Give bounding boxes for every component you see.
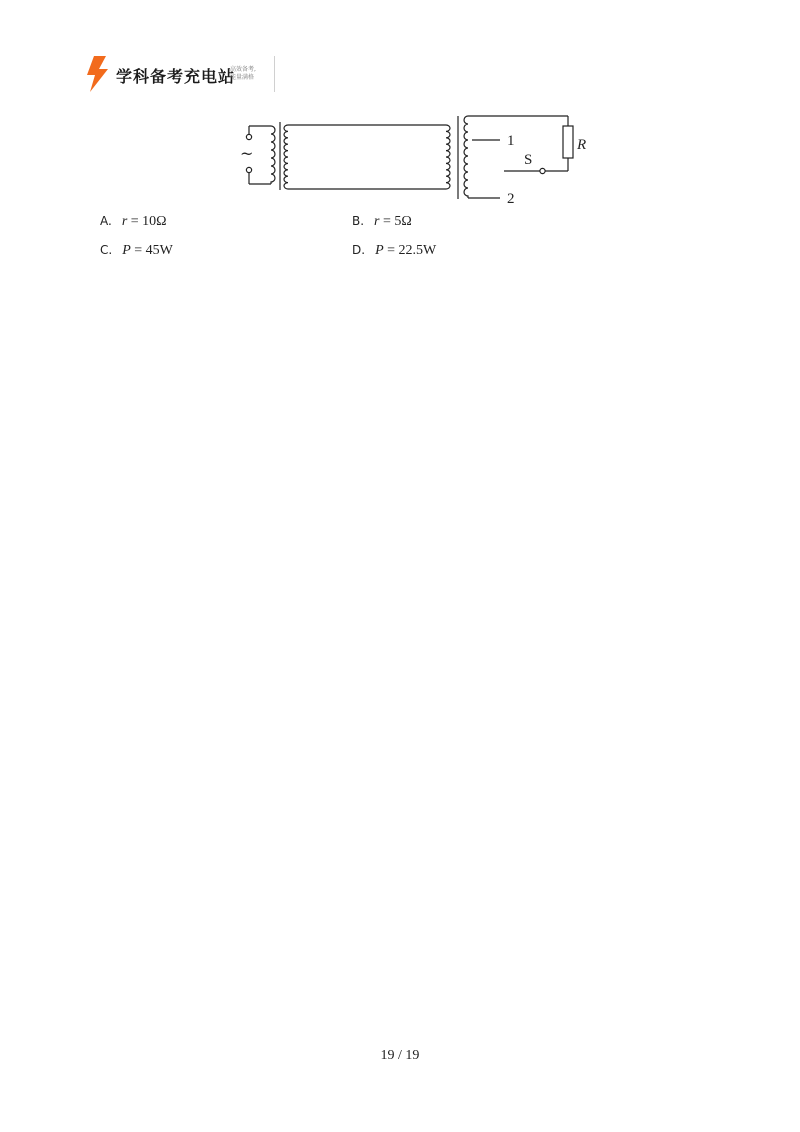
header-logo	[84, 56, 284, 96]
option-a: A. r = 10Ω	[100, 214, 167, 229]
resistor	[563, 126, 573, 158]
stepup-secondary-coil	[284, 125, 288, 189]
lightning-bolt-icon	[84, 56, 110, 92]
brand-slogan: 高效备考, 能量满格	[230, 66, 256, 81]
resistor-label: R	[577, 137, 587, 153]
tap-1-label: 1	[507, 133, 515, 149]
option-c: C. P = 45W	[100, 243, 173, 258]
switch-contact	[540, 168, 545, 173]
ac-source-symbol: ~	[240, 144, 254, 163]
tap-2-label: 2	[507, 191, 515, 207]
stepup-primary-coil	[271, 126, 275, 184]
switch-label: S	[524, 152, 533, 168]
stepdown-secondary-coil	[464, 116, 468, 198]
ac-terminal-top	[246, 134, 251, 139]
page-number: 19 / 19	[380, 1048, 420, 1063]
header-divider	[274, 56, 275, 92]
transformer-circuit-diagram	[236, 104, 596, 212]
brand-name: 学科备考充电站	[116, 67, 236, 86]
ac-terminal-bottom	[246, 167, 251, 172]
option-b: B. r = 5Ω	[352, 214, 412, 229]
stepdown-primary-coil	[446, 125, 450, 189]
option-d: D. P = 22.5W	[352, 243, 437, 258]
